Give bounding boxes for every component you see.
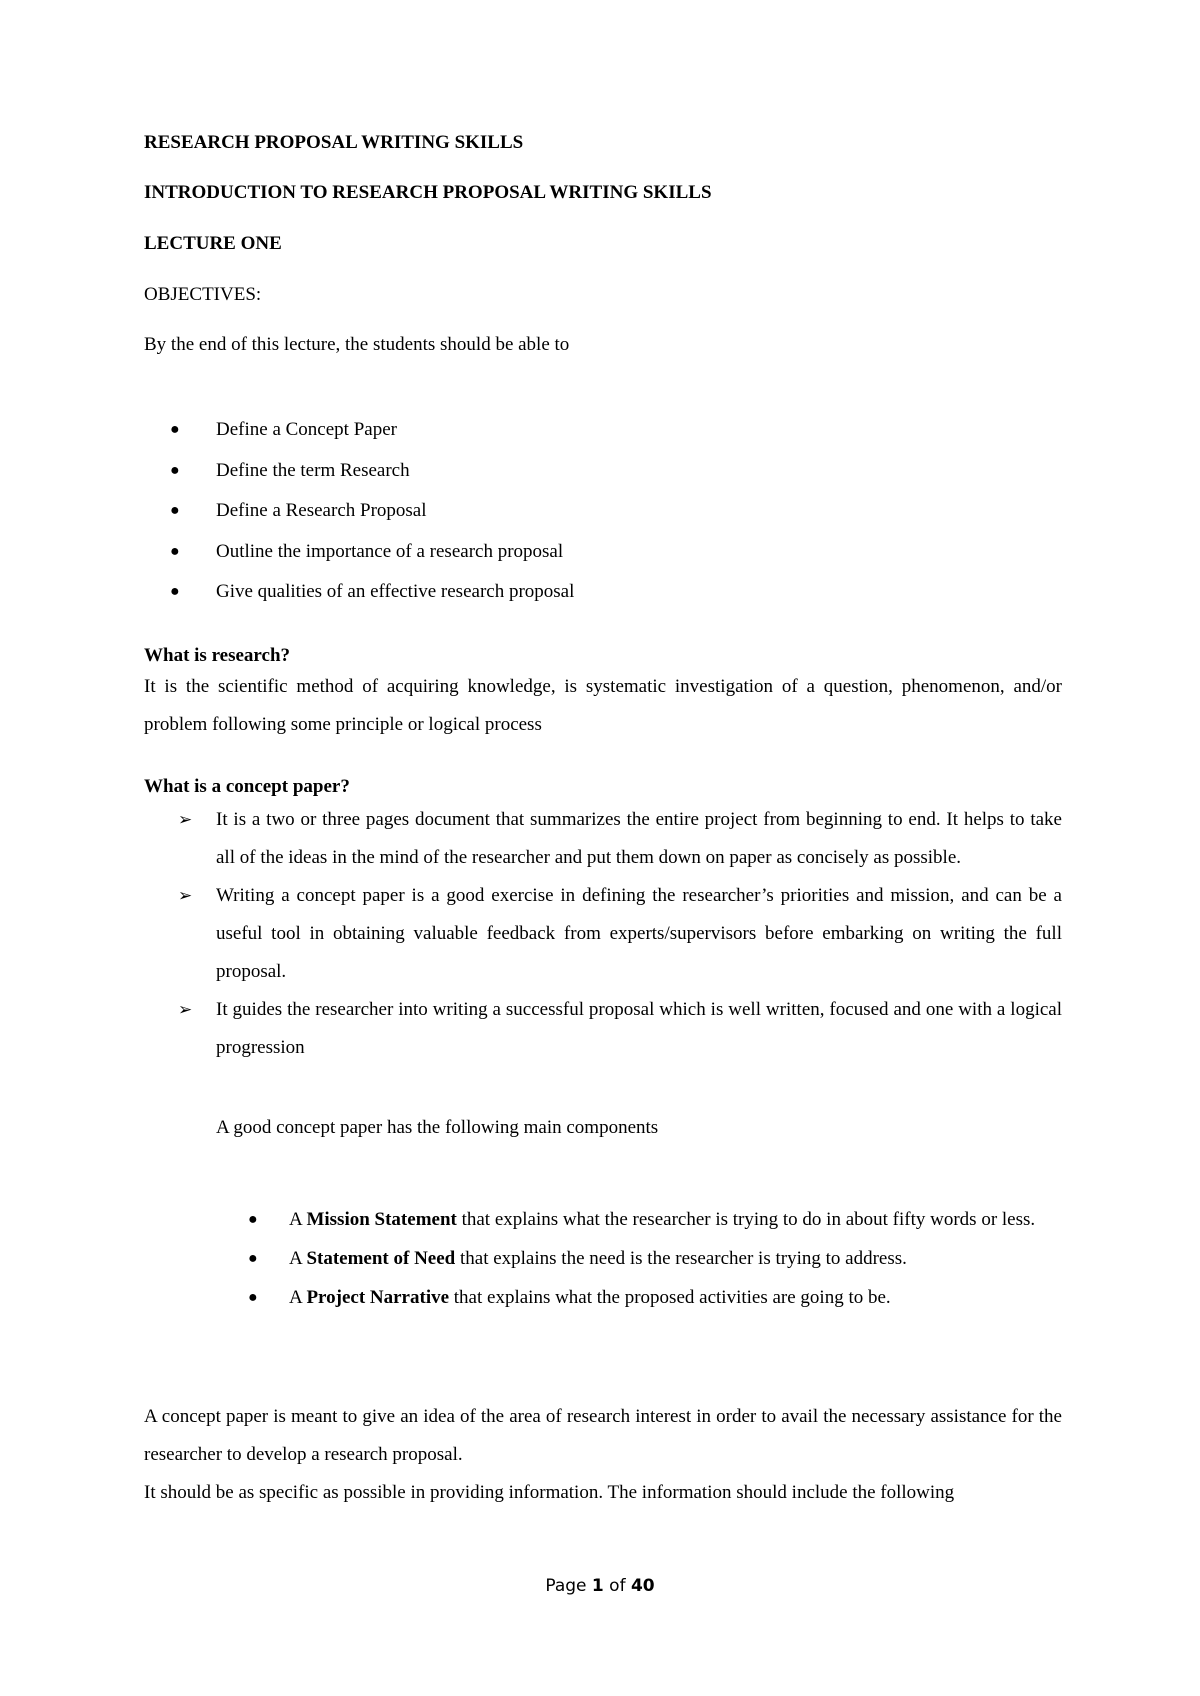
arrow-bullet-icon: ➢ [178, 810, 193, 829]
list-item [170, 415, 574, 456]
components-list [244, 1200, 1062, 1317]
arrow-bullet-icon: ➢ [178, 1000, 193, 1019]
component-prefix: A [289, 1287, 307, 1308]
concept-heading: What is a concept paper? [144, 776, 350, 797]
objective-text: Define the term Research [216, 459, 410, 481]
objective-text: Define a Research Proposal [216, 500, 427, 521]
list-item [176, 801, 1062, 877]
list-item [244, 1200, 1062, 1239]
concept-point-text: It is a two or three pages document that summarizes the entire project from beginning to end. It helps to take all of the ideas in the mind of the researcher and put them down on paper as concisely as possible. [216, 809, 1062, 868]
research-heading: What is research? [144, 645, 291, 666]
list-item [170, 456, 574, 497]
objectives-intro: By the end of this lecture, the students should be able to [144, 334, 570, 355]
current-page-number: 1 [591, 1576, 604, 1596]
page-footer [0, 1576, 1200, 1596]
component-term: Statement of Need [306, 1248, 456, 1269]
objective-text: Define a Concept Paper [216, 419, 397, 440]
component-term: Project Narrative [306, 1287, 450, 1308]
objective-text: Outline the importance of a research proposal [216, 540, 564, 562]
concept-point-text: It guides the researcher into writing a successful proposal which is well written, focused and one with a logical progression [216, 999, 1062, 1058]
footer-of: of [603, 1576, 631, 1596]
research-definition: It is the scientific method of acquiring knowledge, is systematic investigation of a question, phenomenon, and/or problem following some principle or logical process [144, 676, 1062, 735]
component-description: that explains what the researcher is trying to do in about fifty words or less. [456, 1209, 1036, 1230]
components-intro: A good concept paper has the following main components [216, 1117, 659, 1138]
bullet-icon: ● [170, 461, 180, 479]
closing-paragraph-2: It should be as specific as possible in providing information. The information should include the following [144, 1482, 955, 1503]
list-item [170, 537, 574, 578]
list-item [170, 577, 574, 618]
list-item [170, 496, 574, 537]
bullet-icon: ● [248, 1250, 258, 1267]
bullet-icon: ● [248, 1211, 258, 1228]
list-item [176, 991, 1062, 1067]
list-item [176, 877, 1062, 991]
component-term: Mission Statement [306, 1209, 457, 1230]
total-page-count: 40 [630, 1576, 655, 1596]
concept-point-text: Writing a concept paper is a good exercise in defining the researcher’s priorities and mission, and can be a useful tool in obtaining valuable feedback from experts/supervisors before embarking on writing the full proposal. [216, 885, 1062, 982]
objective-text: Give qualities of an effective research proposal [216, 581, 575, 602]
bullet-icon: ● [170, 421, 180, 438]
bullet-icon: ● [170, 502, 180, 519]
footer-prefix: Page [545, 1576, 592, 1596]
list-item [244, 1278, 1062, 1317]
document-subtitle: INTRODUCTION TO RESEARCH PROPOSAL WRITING SKILLS [144, 182, 712, 203]
component-description: that explains the need is the researcher is trying to address. [455, 1248, 907, 1269]
document-title: RESEARCH PROPOSAL WRITING SKILLS [144, 132, 524, 153]
lecture-label: LECTURE ONE [144, 233, 282, 254]
objectives-list [170, 415, 574, 618]
list-item [244, 1239, 1062, 1278]
component-prefix: A [289, 1209, 307, 1230]
bullet-icon: ● [170, 583, 180, 600]
objectives-label: OBJECTIVES: [144, 284, 262, 305]
bullet-icon: ● [170, 542, 180, 560]
arrow-bullet-icon: ➢ [178, 886, 193, 905]
component-description: that explains what the proposed activities are going to be. [449, 1287, 891, 1308]
component-prefix: A [289, 1248, 307, 1269]
bullet-icon: ● [248, 1289, 258, 1306]
closing-paragraph-1: A concept paper is meant to give an idea of the area of research interest in order to avail the necessary assistance for the researcher to develop a research proposal. [144, 1406, 1062, 1465]
concept-points-list [176, 801, 1062, 1067]
